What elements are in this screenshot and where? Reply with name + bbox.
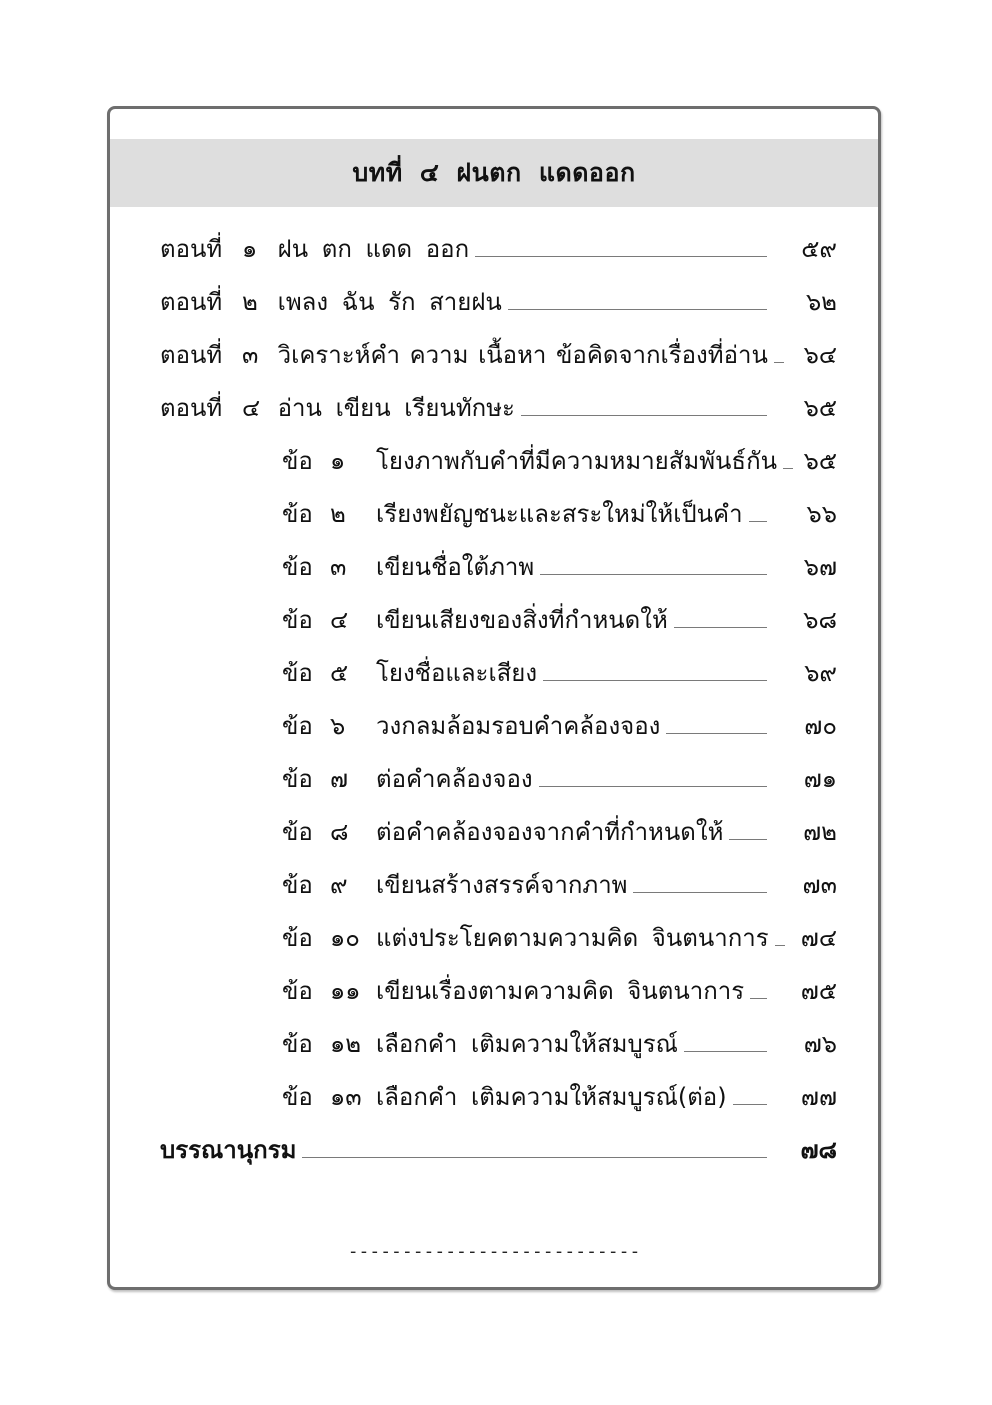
toc-item-row (282, 649, 837, 689)
item-label (282, 1028, 678, 1060)
item-label (282, 816, 723, 848)
leader-line (775, 945, 785, 946)
bibliography-title: บรรณานุกรม (160, 1136, 297, 1164)
leader-line (543, 680, 767, 681)
section-label (160, 233, 469, 265)
section-number: ๓ (242, 341, 259, 369)
item-label (282, 551, 534, 583)
item-title: ต่อคำคล้องจอง (376, 765, 533, 793)
item-number: ๑๒ (330, 1030, 362, 1058)
item-number: ๓ (330, 553, 347, 581)
leader-line (774, 362, 784, 363)
toc-item-row (282, 967, 837, 1007)
leader-line (475, 256, 767, 257)
item-title: เขียนเสียงของสิ่งที่กำหนดให้ (376, 606, 668, 634)
leader-line (684, 1051, 767, 1052)
item-keyword: ข้อ (282, 765, 313, 793)
toc-item-row (282, 437, 837, 477)
page-number: ๗๗ (800, 1083, 837, 1111)
item-title: ต่อคำคล้องจองจากคำที่กำหนดให้ (376, 818, 724, 846)
leader-line (666, 733, 767, 734)
leader-line (733, 1104, 767, 1105)
leader-line (750, 998, 767, 999)
item-label (282, 657, 537, 689)
section-keyword: ตอนที่ (160, 235, 223, 263)
item-label (282, 975, 744, 1007)
leader-line (749, 521, 767, 522)
page-number: ๖๕ (803, 394, 837, 422)
leader-line (540, 574, 767, 575)
item-title: เขียนเรื่องตามความคิด จินตนาการ (376, 977, 745, 1005)
section-label (160, 392, 515, 424)
page-number: ๖๗ (803, 553, 837, 581)
toc-item-row (282, 596, 837, 636)
footer-divider: --------------------------- (347, 1241, 641, 1262)
toc-bibliography-row (160, 1126, 837, 1166)
section-keyword: ตอนที่ (160, 394, 223, 422)
item-keyword: ข้อ (282, 712, 313, 740)
section-title: อ่าน เขียน เรียนทักษะ (277, 394, 515, 422)
leader-line (729, 839, 767, 840)
section-title: วิเคราะห์คำ ความ เนื้อหา ข้อคิดจากเรื่องที่อ่าน (277, 341, 768, 369)
page-number: ๗๔ (800, 924, 837, 952)
item-title: เขียนชื่อใต้ภาพ (376, 553, 535, 581)
leader-line (539, 786, 767, 787)
item-number: ๔ (330, 606, 349, 634)
toc-section-row (160, 225, 837, 265)
section-label (160, 339, 768, 371)
page-number: ๖๘ (803, 606, 837, 634)
item-keyword: ข้อ (282, 553, 313, 581)
item-number: ๖ (330, 712, 346, 740)
item-label (282, 498, 743, 530)
item-label (282, 604, 668, 636)
item-title: เรียงพยัญชนะและสระใหม่ให้เป็นคำ (376, 500, 743, 528)
item-title: แต่งประโยคตามความคิด จินตนาการ (376, 924, 769, 952)
section-number: ๒ (242, 288, 258, 316)
item-label (282, 922, 769, 954)
toc-item-row (282, 808, 837, 848)
toc-item-row (282, 1020, 837, 1060)
page-number: ๗๐ (804, 712, 837, 740)
page-number: ๗๖ (803, 1030, 837, 1058)
toc-item-row (282, 914, 837, 954)
page-number: ๕๙ (801, 235, 837, 263)
toc-section-row (160, 384, 837, 424)
item-label (282, 710, 660, 742)
section-label (160, 286, 502, 318)
item-number: ๗ (330, 765, 349, 793)
item-keyword: ข้อ (282, 606, 313, 634)
chapter-banner (110, 139, 878, 207)
leader-line (783, 468, 793, 469)
item-title: เขียนสร้างสรรค์จากภาพ (376, 871, 628, 899)
item-keyword: ข้อ (282, 1030, 313, 1058)
page-number: ๖๖ (806, 500, 837, 528)
toc-section-row (160, 278, 837, 318)
toc-item-row (282, 490, 837, 530)
item-keyword: ข้อ (282, 447, 313, 475)
item-number: ๑๑ (330, 977, 361, 1005)
item-label (282, 869, 627, 901)
item-title: โยงภาพกับคำที่มีความหมายสัมพันธ์กัน (376, 447, 778, 475)
toc-item-row (282, 861, 837, 901)
leader-line (302, 1157, 767, 1158)
item-keyword: ข้อ (282, 924, 313, 952)
item-title: เลือกคำ เติมความให้สมบูรณ์ (376, 1030, 678, 1058)
item-number: ๘ (330, 818, 349, 846)
section-title: เพลง ฉัน รัก สายฝน (277, 288, 502, 316)
toc-item-row (282, 755, 837, 795)
item-number: ๙ (330, 871, 348, 899)
item-number: ๑๐ (330, 924, 360, 952)
section-keyword: ตอนที่ (160, 288, 223, 316)
page-number: ๖๒ (805, 288, 837, 316)
item-number: ๒ (330, 500, 346, 528)
section-title: ฝน ตก แดด ออก (277, 235, 470, 263)
item-keyword: ข้อ (282, 659, 313, 687)
page-number: ๖๔ (803, 341, 837, 369)
item-keyword: ข้อ (282, 500, 313, 528)
page-number: ๗๘ (800, 1136, 837, 1164)
leader-line (633, 892, 767, 893)
toc-frame (107, 106, 881, 1290)
page-number: ๖๕ (803, 447, 837, 475)
item-label (282, 445, 777, 477)
page-number: ๗๕ (800, 977, 837, 1005)
item-title: โยงชื่อและเสียง (376, 659, 538, 687)
page-number: ๗๑ (803, 765, 837, 793)
item-title: วงกลมล้อมรอบคำคล้องจอง (376, 712, 661, 740)
section-number: ๑ (242, 235, 258, 263)
toc-section-row (160, 331, 837, 371)
item-number: ๕ (330, 659, 349, 687)
page-number: ๖๙ (804, 659, 837, 687)
item-number: ๑ (330, 447, 346, 475)
item-label (282, 763, 533, 795)
leader-line (521, 415, 767, 416)
toc-item-row (282, 702, 837, 742)
item-label (282, 1081, 727, 1113)
leader-line (508, 309, 767, 310)
item-keyword: ข้อ (282, 818, 313, 846)
toc-item-row (282, 1073, 837, 1113)
page-number: ๗๒ (803, 818, 837, 846)
toc-item-row (282, 543, 837, 583)
section-number: ๔ (242, 394, 261, 422)
chapter-title: บทที่ ๔ ฝนตก แดดออก (352, 158, 636, 187)
item-keyword: ข้อ (282, 871, 313, 899)
leader-line (674, 627, 767, 628)
page-number: ๗๓ (802, 871, 837, 899)
item-keyword: ข้อ (282, 977, 313, 1005)
section-keyword: ตอนที่ (160, 341, 223, 369)
item-number: ๑๓ (330, 1083, 362, 1111)
item-title: เลือกคำ เติมความให้สมบูรณ์(ต่อ) (376, 1083, 727, 1111)
item-keyword: ข้อ (282, 1083, 313, 1111)
